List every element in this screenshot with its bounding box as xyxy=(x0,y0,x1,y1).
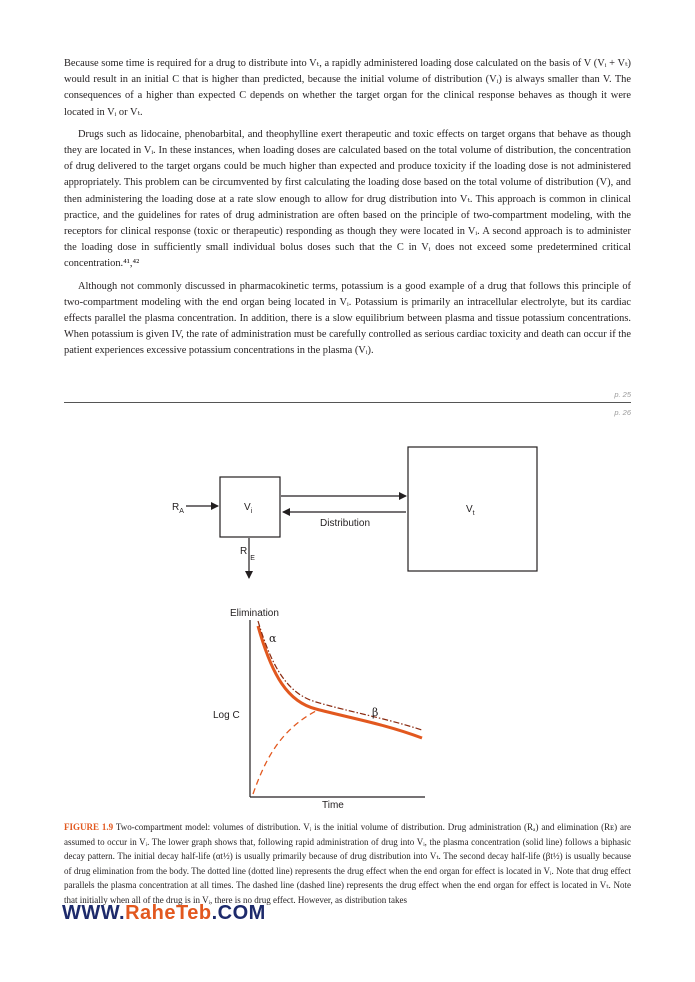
x-axis-label: Time xyxy=(322,800,344,811)
watermark-com: .COM xyxy=(211,902,266,924)
elimination-rate-label: $R_E$ xyxy=(240,546,255,562)
page-ref-previous: p. 25 xyxy=(614,390,631,399)
distribution-label: Distribution xyxy=(320,518,371,529)
figure-label: FIGURE 1.9 xyxy=(64,822,114,832)
watermark-www: WWW. xyxy=(62,902,126,924)
concentration-graph xyxy=(213,608,425,811)
two-compartment-figure xyxy=(0,440,695,820)
body-text xyxy=(64,56,631,366)
watermark-name: RaheTeb xyxy=(125,902,212,924)
plasma-concentration-curve xyxy=(258,626,422,738)
graph-title: Elimination xyxy=(230,608,279,619)
figure-caption xyxy=(64,820,631,908)
page-ref-current: p. 26 xyxy=(614,408,631,417)
input-rate-label: $R_A$ xyxy=(172,502,184,515)
central-compartment-label: $V_i$ xyxy=(244,502,253,515)
beta-phase-label: β xyxy=(372,706,379,719)
paragraph-3: Although not commonly discussed in pharmacokinetic terms, potassium is a good example of a drug that follows this principle of two-compartment modeling with the end organ being located in Vᵢ. Potassium is primarily an intracellular electrolyte, but its cardiac effects parallel the plasma concentration. In addition, there is a slow equilibrium between plasma and tissue potassium concentrations. When potassium is given IV, the rate of administration must be carefully controlled as serious cardiac toxicity and death can occur if the patient experiences excessive potassium concentrations in the plasma (Vᵢ). xyxy=(64,280,631,357)
paragraph-2: Drugs such as lidocaine, phenobarbital, and theophylline exert therapeutic and toxic effects on target organs that behave as though they are located in Vᵢ. In these instances, when loading doses are calculated based on the total volume of distribution, the concentration of drug delivered to the target organs could be much higher than expected and produce toxicity if the loading dose is not administered appropriately. This problem can be circumvented by first calculating the loading dose based on the total volume of distribution (V), and then administering the loading dose at a rate slow enough to allow for drug distribution into Vₜ. This approach is common in clinical practice, and the guidelines for rates of drug administration are often based on the principle of two-compartment modeling, with the receptors for clinical response (toxic or therapeutic) responding as though they were located in Vᵢ. A second approach is to administer the loading dose in sufficiently small individual bolus doses such that the C in Vᵢ does not exceed some predetermined critical concentration.⁴¹,⁴² xyxy=(64,128,631,270)
paragraph-1: Because some time is required for a drug to distribute into Vₜ, a rapidly administered loading dose calculated on the basis of V (Vᵢ + Vₜ) would result in an initial C that is higher than predicted, because the initial volume of distribution (Vᵢ) is always smaller than V. The consequences of a higher than expected C depends on whether the target organ for the clinical response behaves as though it were located in Vᵢ or Vₜ. xyxy=(64,58,631,118)
y-axis-label: Log C xyxy=(213,710,240,721)
tissue-effect-curve xyxy=(253,711,316,794)
caption-text: Two-compartment model: volumes of distribution. Vᵢ is the initial volume of distribution. Drug administration (Rₐ) and elimination (Rᴇ) are assumed to occur in Vᵢ. The lower graph shows that, following rapid administration of drug into Vᵢ, the plasma concentration (solid line) follows a biphasic decay pattern. The initial decay half-life (αt½) is usually primarily because of drug distribution into Vₜ. The second decay half-life (βt½) is usually because of drug elimination from the body. The dotted line (dotted line) represents the drug effect when the end organ for effect is located in Vᵢ. Note that drug effect parallels the plasma concentration at all times. The dashed line (dashed line) represents the drug effect when the end organ for effect is located in Vₜ. Note that initially when all of the drug is in Vᵢ, there is no drug effect. However, as distribution takes xyxy=(64,822,631,905)
page-divider xyxy=(64,402,631,403)
alpha-phase-label: α xyxy=(269,632,277,645)
compartment-diagram xyxy=(172,447,537,578)
tissue-compartment-label: $V_t$ xyxy=(466,504,475,517)
site-watermark xyxy=(62,902,266,925)
